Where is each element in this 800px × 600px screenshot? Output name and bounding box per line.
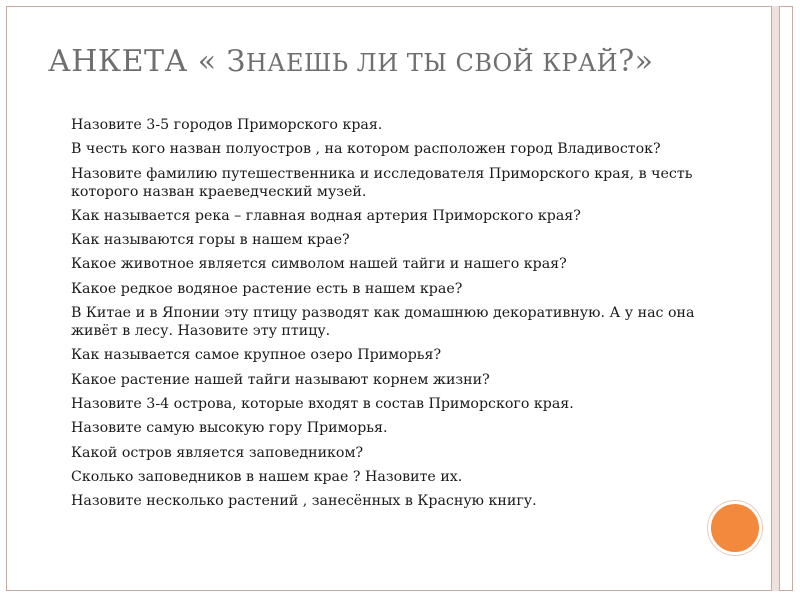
question-text: В честь кого назван полуостров , на котором расположен город Владивосток?: [71, 141, 661, 158]
question-list: [46, 116, 726, 516]
title-rest: НАЕШЬ ЛИ ТЫ СВОЙ КРАЙ: [245, 49, 619, 77]
list-item: [46, 419, 726, 437]
list-item: [46, 116, 726, 134]
question-text: Назовите 3-5 городов Приморского края.: [71, 117, 383, 133]
title-main: АНКЕТА: [48, 44, 188, 79]
question-text: Как называются горы в нашем крае?: [71, 232, 350, 249]
list-item: [46, 280, 726, 298]
question-text: Какое растение нашей тайги называют корнем жизни?: [71, 371, 490, 388]
decorative-circle-icon: [708, 501, 762, 555]
list-item: [46, 231, 726, 249]
question-text: Назовите фамилию путешественника и исследователя Приморского края, в честь которого назван краеведческий музей.: [71, 165, 693, 200]
question-text: Какой остров является заповедником?: [71, 444, 364, 461]
question-text: Как называется самое крупное озеро Приморья?: [71, 347, 442, 364]
list-item: [46, 140, 726, 158]
list-item: [46, 304, 726, 340]
list-item: [46, 207, 726, 225]
list-item: [46, 444, 726, 462]
list-item: [46, 165, 726, 201]
question-text: В Китае и в Японии эту птицу разводят как домашнюю декоративную. А у нас она живёт в лесу. Назовите эту птицу.: [71, 305, 695, 340]
question-text: Сколько заповедников в нашем крае ? Назовите их.: [71, 468, 463, 485]
list-item: [46, 371, 726, 389]
question-text: Какое редкое водяное растение есть в нашем крае?: [71, 280, 463, 297]
question-text: Назовите несколько растений , занесённых в Красную книгу.: [71, 493, 537, 510]
slide-title: [48, 44, 654, 79]
frame-side-band: [771, 6, 780, 591]
question-text: Как называется река – главная водная артерия Приморского края?: [71, 207, 581, 224]
question-text: Назовите 3-4 острова, которые входят в состав Приморского края.: [71, 395, 574, 412]
question-text: Назовите самую высокую гору Приморья.: [71, 420, 388, 437]
question-text: Какое животное является символом нашей тайги и нашего края?: [71, 256, 567, 273]
title-quote-close: ?»: [618, 44, 654, 79]
list-item: [46, 346, 726, 364]
title-quote-open: « З: [187, 44, 246, 79]
list-item: [46, 492, 726, 510]
list-item: [46, 468, 726, 486]
list-item: [46, 395, 726, 413]
list-item: [46, 255, 726, 273]
